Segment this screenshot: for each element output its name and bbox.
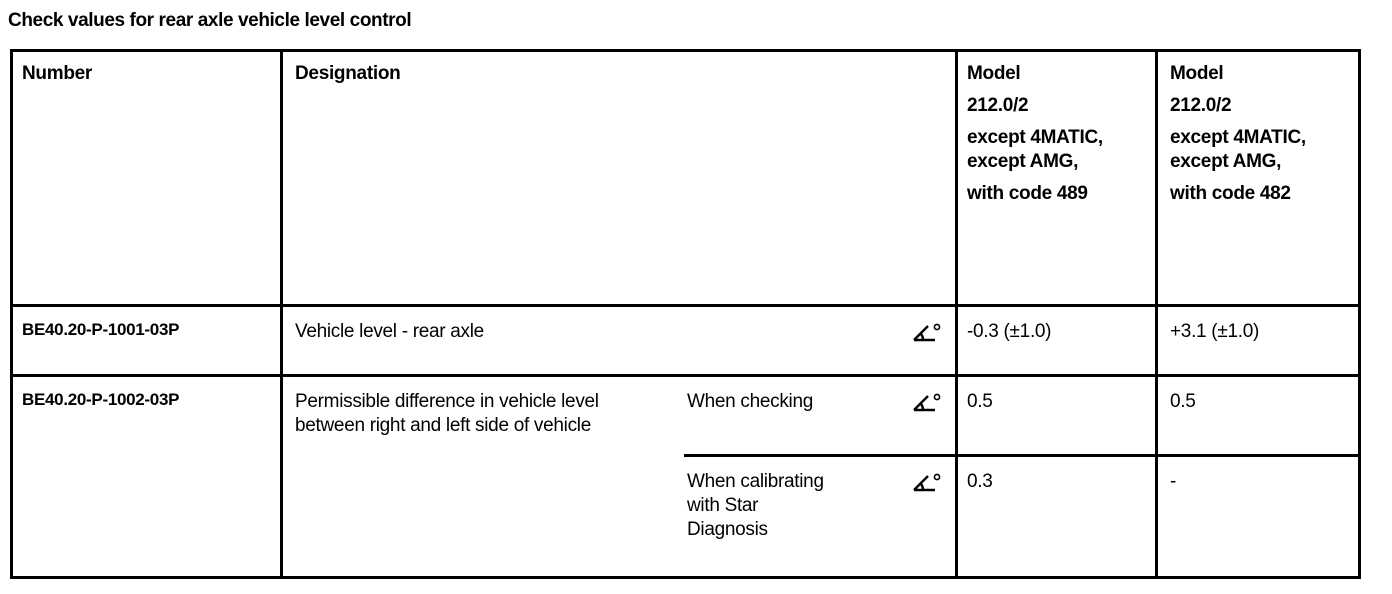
header-number: Number (22, 63, 92, 84)
header-model-number: 212.0/2 (967, 95, 1029, 116)
sub-row-divider (684, 454, 1361, 457)
header-model-code: with code 489 (967, 183, 1088, 204)
row-divider (10, 304, 1361, 307)
row-designation (295, 390, 599, 438)
column-divider (1155, 49, 1158, 579)
sub-row-condition-line: Diagnosis (687, 519, 768, 540)
sub-row-value-model-482: 0.5 (1170, 391, 1196, 412)
row-value-model-482: +3.1 (±1.0) (1170, 321, 1259, 342)
row-designation-line: Permissible difference in vehicle level (295, 391, 599, 412)
header-model-label: Model (1170, 63, 1224, 84)
header-model-exception: except AMG, (1170, 151, 1282, 172)
angle-degree-icon (911, 322, 941, 344)
page-title: Check values for rear axle vehicle level control (8, 10, 412, 31)
header-model-489 (967, 62, 1103, 206)
header-model-exception: except 4MATIC, (967, 127, 1103, 148)
sub-row-value-model-489: 0.3 (967, 471, 993, 492)
row-designation-line: between right and left side of vehicle (295, 415, 591, 436)
row-designation: Vehicle level - rear axle (295, 321, 484, 342)
angle-degree-icon (911, 472, 941, 494)
header-model-label: Model (967, 63, 1021, 84)
sub-row-condition: When checking (687, 391, 814, 412)
row-number: BE40.20-P-1002-03P (22, 390, 180, 409)
row-number: BE40.20-P-1001-03P (22, 320, 180, 339)
header-model-482 (1170, 62, 1306, 206)
header-model-exception: except AMG, (967, 151, 1079, 172)
sub-row-condition-line: with Star (687, 495, 759, 516)
row-value-model-489: -0.3 (±1.0) (967, 321, 1052, 342)
angle-degree-icon (911, 392, 941, 414)
sub-row-value-model-489: 0.5 (967, 391, 993, 412)
header-model-code: with code 482 (1170, 183, 1291, 204)
column-divider (280, 49, 283, 579)
sub-row-condition (687, 470, 824, 542)
sub-row-value-model-482: - (1170, 471, 1177, 492)
table-frame (10, 49, 1361, 579)
header-model-number: 212.0/2 (1170, 95, 1232, 116)
column-divider (955, 49, 958, 579)
sub-row-condition-line: When calibrating (687, 471, 824, 492)
header-model-exception: except 4MATIC, (1170, 127, 1306, 148)
row-divider (10, 374, 1361, 377)
header-designation: Designation (295, 63, 401, 84)
